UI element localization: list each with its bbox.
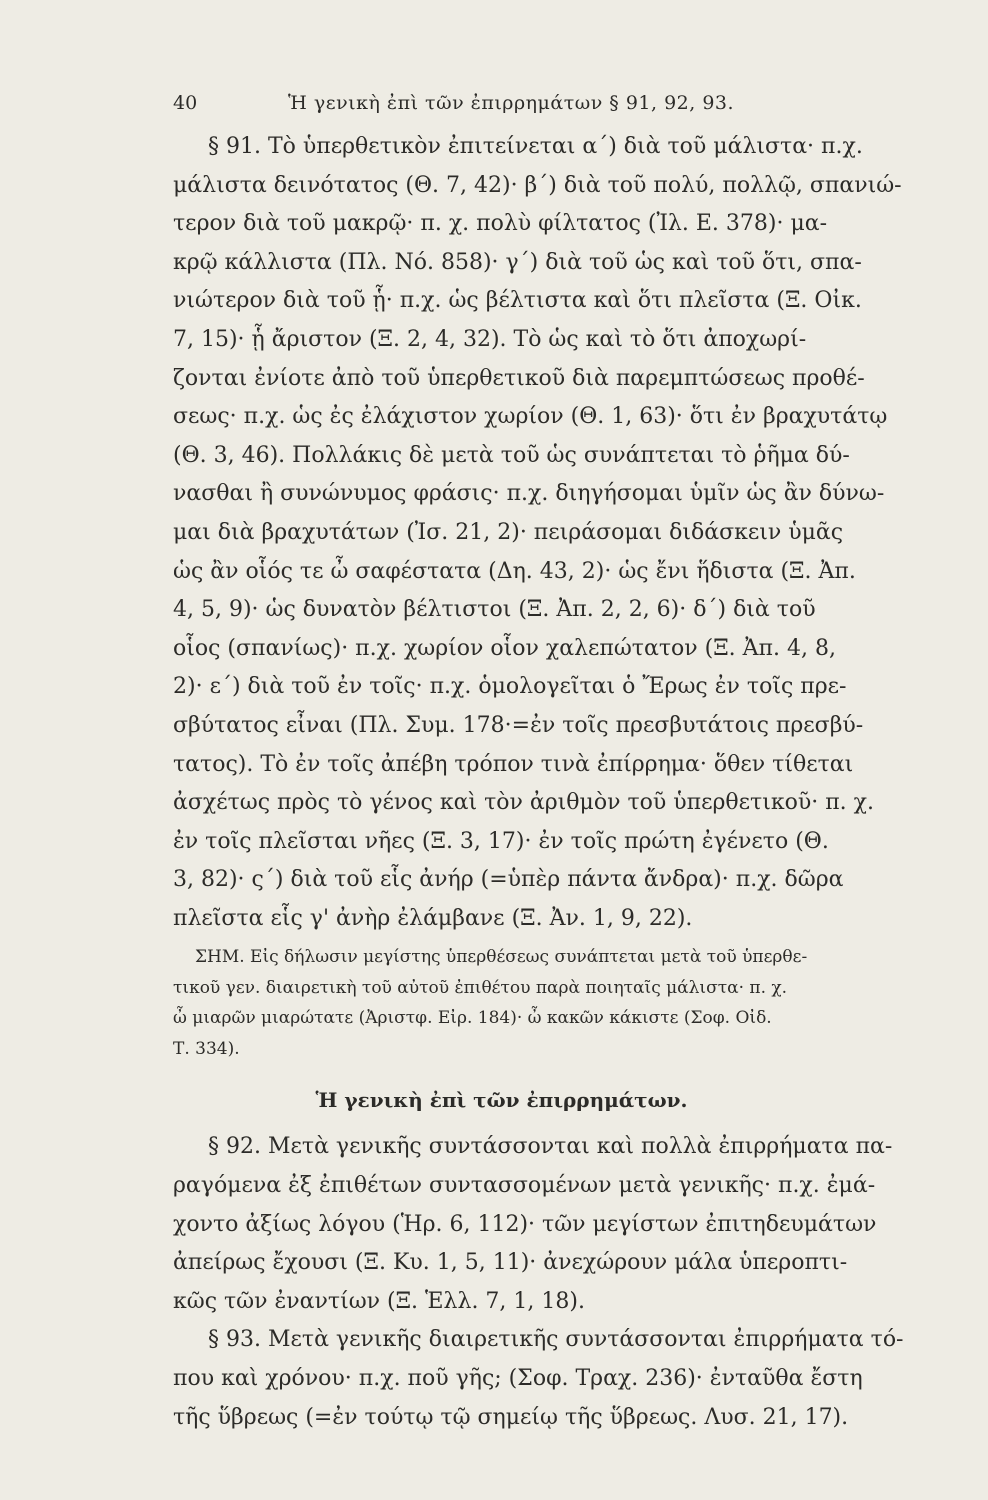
- note-block: [173, 942, 930, 1064]
- text-line: τερον διὰ τοῦ μακρῷ· π. χ. πολὺ φίλτατος (Ἰλ. Ε. 378)· μα-: [173, 211, 828, 237]
- running-head: Ἡ γενικὴ ἐπὶ τῶν ἐπιρρημάτων § 91, 92, 93.: [288, 92, 735, 114]
- text-line: τατος). Τὸ ἐν τοῖς ἀπέβη τρόπον τινὰ ἐπίρρημα· ὅθεν τίθεται: [173, 751, 854, 777]
- text-line: ἀσχέτως πρὸς τὸ γένος καὶ τὸν ἀριθμὸν τοῦ ὑπερθετικοῦ· π. χ.: [173, 790, 874, 816]
- page-header: [173, 92, 793, 122]
- text-line: μαι διὰ βραχυτάτων (Ἰσ. 21, 2)· πειράσομαι διδάσκειν ὑμᾶς: [173, 519, 844, 545]
- text-line: ἐν τοῖς πλεῖσται νῆες (Ξ. 3, 17)· ἐν τοῖς πρώτη ἐγένετο (Θ.: [173, 828, 829, 854]
- text-line: οἷος (σπανίως)· π.χ. χωρίον οἷον χαλεπώτατον (Ξ. Ἀπ. 4, 8,: [173, 635, 836, 661]
- text-line: μάλιστα δεινότατος (Θ. 7, 42)· β΄) διὰ τοῦ πολύ, πολλῷ, σπανιώ-: [173, 172, 902, 198]
- note-line: Τ. 334).: [173, 1038, 240, 1059]
- text-line: χοντο ἀξίως λόγου (Ἡρ. 6, 112)· τῶν μεγίστων ἐπιτηδευμάτων: [173, 1211, 877, 1237]
- text-line: νιώτερον διὰ τοῦ ᾗ· π.χ. ὡς βέλτιστα καὶ ὅτι πλεῖστα (Ξ. Οἰκ.: [173, 288, 862, 314]
- note-line: τικοῦ γεν. διαιρετικὴ τοῦ αὐτοῦ ἐπιθέτου παρὰ ποιηταῖς μάλιστα· π. χ.: [173, 977, 788, 998]
- text-line: 7, 15)· ᾗ ἄριστον (Ξ. 2, 4, 32). Τὸ ὡς καὶ τὸ ὅτι ἀποχωρί-: [173, 326, 807, 352]
- section-92-paragraph: [173, 1128, 930, 1321]
- text-line: κρῷ κάλλιστα (Πλ. Νό. 858)· γ΄) διὰ τοῦ ὡς καὶ τοῦ ὅτι, σπα-: [173, 249, 862, 275]
- text-line: 4, 5, 9)· ὡς δυνατὸν βέλτιστοι (Ξ. Ἀπ. 2, 2, 6)· δ΄) διὰ τοῦ: [173, 597, 816, 623]
- section-93-paragraph: [173, 1321, 930, 1437]
- text-line: 3, 82)· ς΄) διὰ τοῦ εἷς ἀνήρ (=ὑπὲρ πάντα ἄνδρα)· π.χ. δῶρα: [173, 867, 844, 893]
- text-line: § 93. Μετὰ γενικῆς διαιρετικῆς συντάσσονται ἐπιρρήματα τό-: [208, 1327, 904, 1353]
- text-line: § 91. Τὸ ὑπερθετικὸν ἐπιτείνεται α΄) διὰ τοῦ μάλιστα· π.χ.: [208, 134, 863, 159]
- text-line: κῶς τῶν ἐναντίων (Ξ. Ἑλλ. 7, 1, 18).: [173, 1288, 585, 1314]
- text-line: πλεῖστα εἷς γ' ἀνὴρ ἐλάμβανε (Ξ. Ἀν. 1, 9, 22).: [173, 905, 693, 931]
- page-number: 40: [173, 92, 198, 114]
- text-line: ζονται ἐνίοτε ἀπὸ τοῦ ὑπερθετικοῦ διὰ παρεμπτώσεως προθέ-: [173, 365, 865, 391]
- text-line: νασθαι ἢ συνώνυμος φράσις· π.χ. διηγήσομαι ὑμῖν ὡς ἂν δύνω-: [173, 481, 885, 507]
- text-line: ραγόμενα ἐξ ἐπιθέτων συντασσομένων μετὰ γενικῆς· π.χ. ἐμά-: [173, 1173, 876, 1199]
- section-91-paragraph: [173, 128, 930, 938]
- text-line: 2)· ε΄) διὰ τοῦ ἐν τοῖς· π.χ. ὁμολογεῖται ὁ Ἔρως ἐν τοῖς πρε-: [173, 674, 847, 700]
- text-line: (Θ. 3, 46). Πολλάκις δὲ μετὰ τοῦ ὡς συνάπτεται τὸ ῥῆμα δύ-: [173, 442, 850, 468]
- text-line: § 92. Μετὰ γενικῆς συντάσσονται καὶ πολλὰ ἐπιρρήματα πα-: [208, 1134, 893, 1160]
- text-line: σεως· π.χ. ὡς ἐς ἐλάχιστον χωρίον (Θ. 1, 63)· ὅτι ἐν βραχυτάτῳ: [173, 404, 888, 430]
- text-line: ὡς ἂν οἷός τε ὦ σαφέστατα (Δη. 43, 2)· ὡς ἔνι ἥδιστα (Ξ. Ἀπ.: [173, 558, 856, 584]
- text-line: σβύτατος εἶναι (Πλ. Συμ. 178·=ἐν τοῖς πρεσβυτάτοις πρεσβύ-: [173, 712, 864, 738]
- section-heading: Ἡ γενικὴ ἐπὶ τῶν ἐπιρρημάτων.: [315, 1088, 688, 1113]
- note-line: ὦ μιαρῶν μιαρώτατε (Ἀριστφ. Εἰρ. 184)· ὦ κακῶν κάκιστε (Σοφ. Οἰδ.: [173, 1008, 772, 1029]
- text-line: τῆς ὕβρεως (=ἐν τούτῳ τῷ σημείῳ τῆς ὕβρεως. Λυσ. 21, 17).: [173, 1404, 849, 1430]
- page-body: [173, 128, 930, 1437]
- note-line: ΣΗΜ. Εἰς δήλωσιν μεγίστης ὑπερθέσεως συνάπτεται μετὰ τοῦ ὑπερθε-: [195, 947, 808, 968]
- text-line: ἀπείρως ἔχουσι (Ξ. Κυ. 1, 5, 11)· ἀνεχώρουν μάλα ὑπεροπτι-: [173, 1250, 848, 1276]
- text-line: που καὶ χρόνου· π.χ. ποῦ γῆς; (Σοφ. Τραχ. 236)· ἐνταῦθα ἔστη: [173, 1366, 863, 1392]
